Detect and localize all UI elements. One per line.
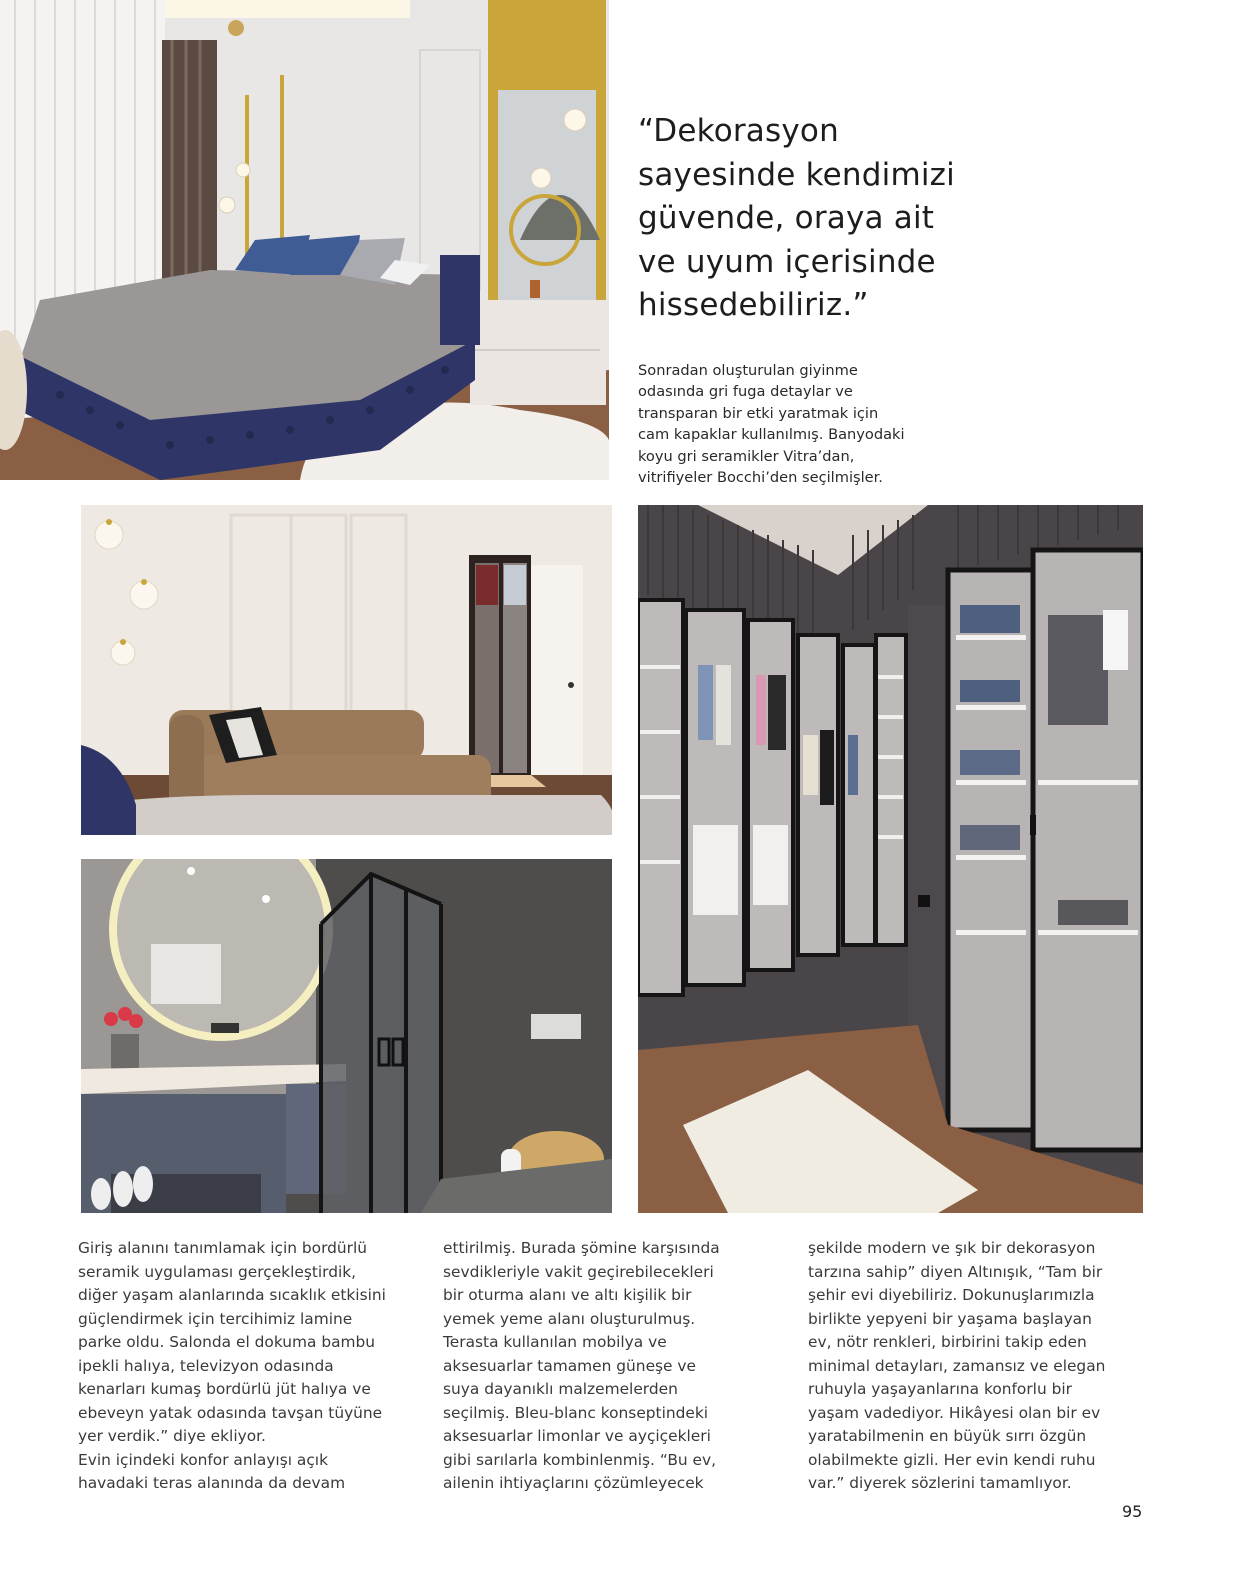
body-line: ailenin ihtiyaçlarını çözümleyecek bbox=[443, 1474, 704, 1492]
caption-line: transparan bir etki yaratmak için bbox=[638, 404, 879, 422]
body-line: ebeveyn yatak odasında tavşan tüyüne bbox=[78, 1403, 383, 1422]
body-column-1 bbox=[78, 1237, 423, 1496]
body-line: ettirilmiş. Burada şömine karşısında bbox=[443, 1239, 720, 1257]
body-line: parke oldu. Salonda el dokuma bambu bbox=[78, 1333, 376, 1351]
body-line: Evin içindeki konfor anlayışı açık bbox=[78, 1450, 328, 1469]
body-line: yaratabilmenin en büyük sırrı özgün bbox=[808, 1427, 1087, 1445]
caption-line: vitrifiyeler Bocchi’den seçilmişler. bbox=[638, 469, 883, 487]
body-column-3 bbox=[808, 1237, 1153, 1496]
body-line: seçilmiş. Bleu-blanc konseptindeki bbox=[443, 1403, 709, 1422]
body-line: aksesuarlar tamamen güneşe ve bbox=[443, 1356, 696, 1375]
photo-sofa-room bbox=[81, 505, 612, 835]
body-line: tarzına sahip” diyen Altınışık, “Tam bir bbox=[808, 1262, 1103, 1281]
body-line: sevdikleriyle vakit geçirebilecekleri bbox=[443, 1262, 714, 1281]
body-line: Giriş alanını tanımlamak için bordürlü bbox=[78, 1239, 368, 1257]
body-line: kenarları kumaş bordürlü jüt halıya ve bbox=[78, 1380, 371, 1398]
pull-quote-line: güvende, oraya ait bbox=[638, 200, 935, 236]
body-line: şehir evi diyebiliriz. Dokunuşlarımızla bbox=[808, 1286, 1095, 1304]
body-line: aksesuarlar limonlar ve ayçiçekleri bbox=[443, 1427, 711, 1445]
body-line: yemek yeme alanı oluşturulmuş. bbox=[443, 1309, 696, 1328]
body-line: minimal detayları, zamansız ve elegan bbox=[808, 1356, 1106, 1375]
body-line: gibi sarılarla kombinlenmiş. “Bu ev, bbox=[443, 1450, 716, 1469]
body-line: yaşam vadediyor. Hikâyesi olan bir ev bbox=[808, 1403, 1101, 1422]
pull-quote-line: ve uyum içerisinde bbox=[638, 243, 936, 280]
pull-quote-line: sayesinde kendimizi bbox=[638, 156, 955, 193]
pull-quote-line: “Dekorasyon bbox=[638, 113, 839, 149]
body-line: ipekli halıya, televizyon odasında bbox=[78, 1356, 334, 1375]
caption-line: cam kapaklar kullanılmış. Banyodaki bbox=[638, 426, 905, 444]
pull-quote-line: hissedebiliriz.” bbox=[638, 287, 869, 323]
caption-line: Sonradan oluşturulan giyinme bbox=[638, 362, 858, 379]
body-line: birlikte yepyeni bir yaşama başlayan bbox=[808, 1309, 1092, 1328]
photo-bedroom bbox=[0, 0, 609, 480]
body-line: var.” diyerek sözlerini tamamlıyor. bbox=[808, 1474, 1072, 1492]
body-line: Terasta kullanılan mobilya ve bbox=[443, 1333, 667, 1351]
caption-line: odasında gri fuga detaylar ve bbox=[638, 383, 853, 401]
body-line: diğer yaşam alanlarında sıcaklık etkisini bbox=[78, 1286, 386, 1304]
photo-caption bbox=[638, 360, 958, 488]
photo-bathroom bbox=[81, 859, 612, 1213]
photo-walk-in-wardrobe bbox=[638, 505, 1143, 1213]
page-number: 95 bbox=[1122, 1502, 1143, 1521]
body-line: güçlendirmek için tercihimiz lamine bbox=[78, 1309, 353, 1328]
body-line: seramik uygulaması gerçekleştirdik, bbox=[78, 1262, 357, 1281]
body-line: ruhuyla yaşayanlarına konforlu bir bbox=[808, 1380, 1072, 1398]
body-line: yer verdik.” diye ekliyor. bbox=[78, 1427, 266, 1445]
body-line: şekilde modern ve şık bir dekorasyon bbox=[808, 1239, 1096, 1257]
body-line: suya dayanıklı malzemelerden bbox=[443, 1380, 678, 1398]
pull-quote bbox=[638, 110, 998, 328]
body-line: bir oturma alanı ve altı kişilik bir bbox=[443, 1286, 692, 1304]
body-column-2 bbox=[443, 1237, 788, 1496]
caption-line: koyu gri seramikler Vitra’dan, bbox=[638, 447, 855, 465]
body-line: olabilmekte gizli. Her evin kendi ruhu bbox=[808, 1450, 1096, 1469]
body-line: havadaki teras alanında da devam bbox=[78, 1474, 346, 1492]
body-line: ev, nötr renkleri, birbirini takip eden bbox=[808, 1333, 1087, 1351]
